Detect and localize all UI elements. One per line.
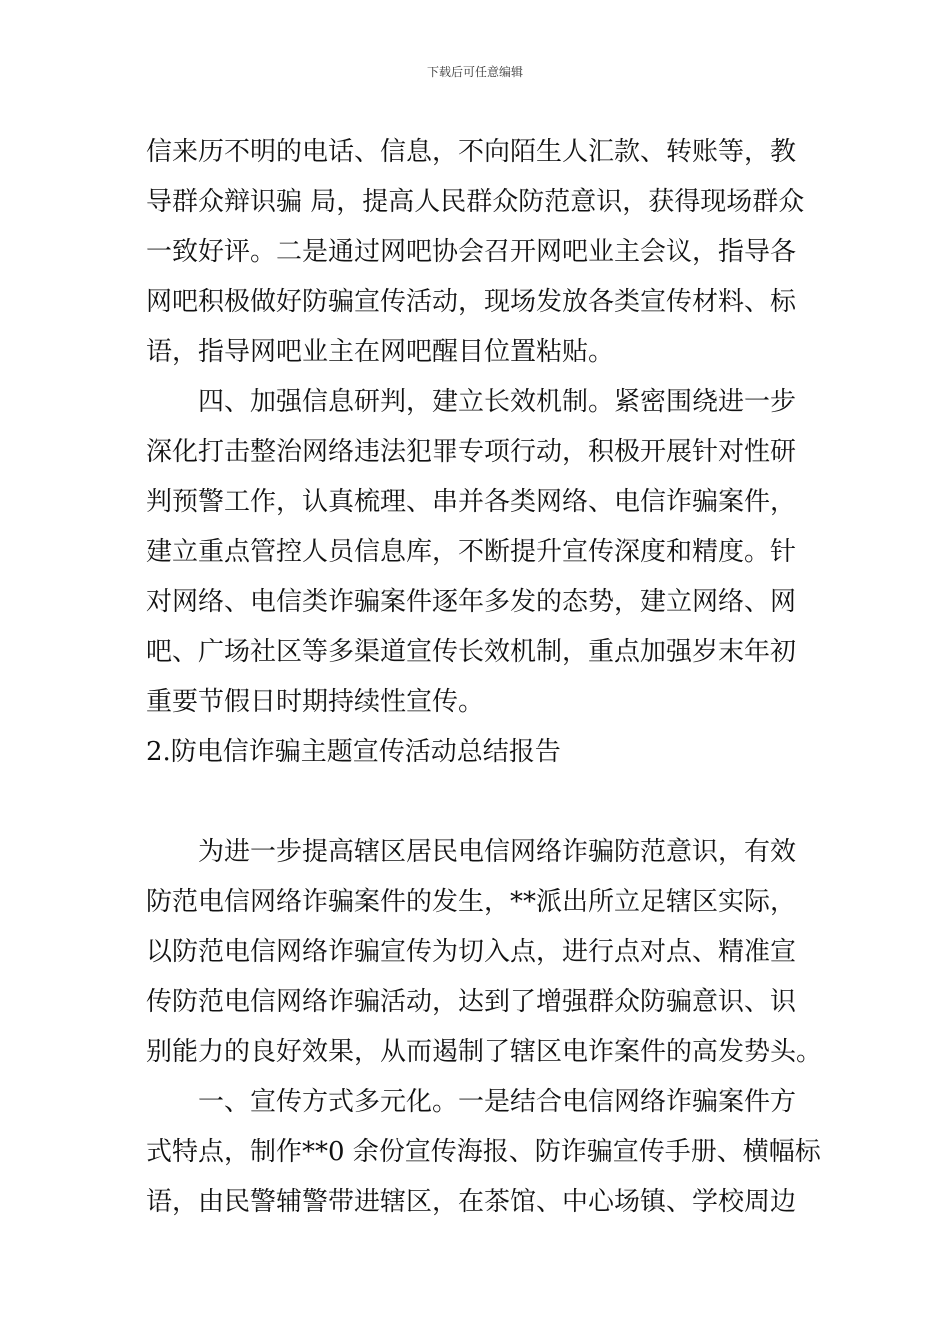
paragraph-start-line: 一、宣传方式多元化。一是结合电信网络诈骗案件方: [198, 1087, 797, 1117]
page-header: 下载后可任意编辑: [426, 65, 523, 79]
document-body: [146, 127, 823, 1227]
text-line: 吧、广场社区等多渠道宣传长效机制，重点加强岁末年初: [146, 637, 797, 667]
text-line: 深化打击整治网络违法犯罪专项行动，积极开展针对性研: [146, 437, 797, 467]
text-line: 对网络、电信类诈骗案件逐年多发的态势，建立网络、网: [146, 587, 797, 617]
text-line: 网吧积极做好防骗宣传活动，现场发放各类宣传材料、标: [146, 287, 797, 317]
text-line: 一致好评。二是通过网吧协会召开网吧业主会议，指导各: [146, 237, 797, 267]
text-line: 语，指导网吧业主在网吧醒目位置粘贴。: [146, 337, 615, 367]
paragraph-start-line: 为进一步提高辖区居民电信网络诈骗防范意识，有效: [198, 837, 797, 867]
text-line: 导群众辩识骗 局，提高人民群众防范意识，获得现场群众: [146, 187, 805, 217]
text-line: 防范电信网络诈骗案件的发生，**派出所立足辖区实际，: [146, 887, 797, 917]
text-line: 式特点，制作**0 余份宣传海报、防诈骗宣传手册、横幅标: [146, 1137, 821, 1167]
text-line: 以防范电信网络诈骗宣传为切入点，进行点对点、精准宣: [146, 937, 797, 967]
text-line: 建立重点管控人员信息库，不断提升宣传深度和精度。针: [146, 537, 797, 567]
text-line: 重要节假日时期持续性宣传。: [146, 687, 485, 717]
text-line: 传防范电信网络诈骗活动，达到了增强群众防骗意识、识: [146, 987, 797, 1017]
blank-line: [146, 777, 808, 827]
text-line: 信来历不明的电话、信息，不向陌生人汇款、转账等，教: [146, 137, 797, 167]
text-line: 判预警工作，认真梳理、串并各类网络、电信诈骗案件，: [146, 487, 797, 517]
text-line: 语，由民警辅警带进辖区，在茶馆、中心场镇、学校周边: [146, 1187, 797, 1217]
paragraph-start-line: 四、加强信息研判，建立长效机制。紧密围绕进一步: [198, 387, 797, 417]
text-line: 别能力的良好效果，从而遏制了辖区电诈案件的高发势头。: [146, 1037, 823, 1067]
section-heading: 2.防电信诈骗主题宣传活动总结报告: [146, 737, 561, 767]
